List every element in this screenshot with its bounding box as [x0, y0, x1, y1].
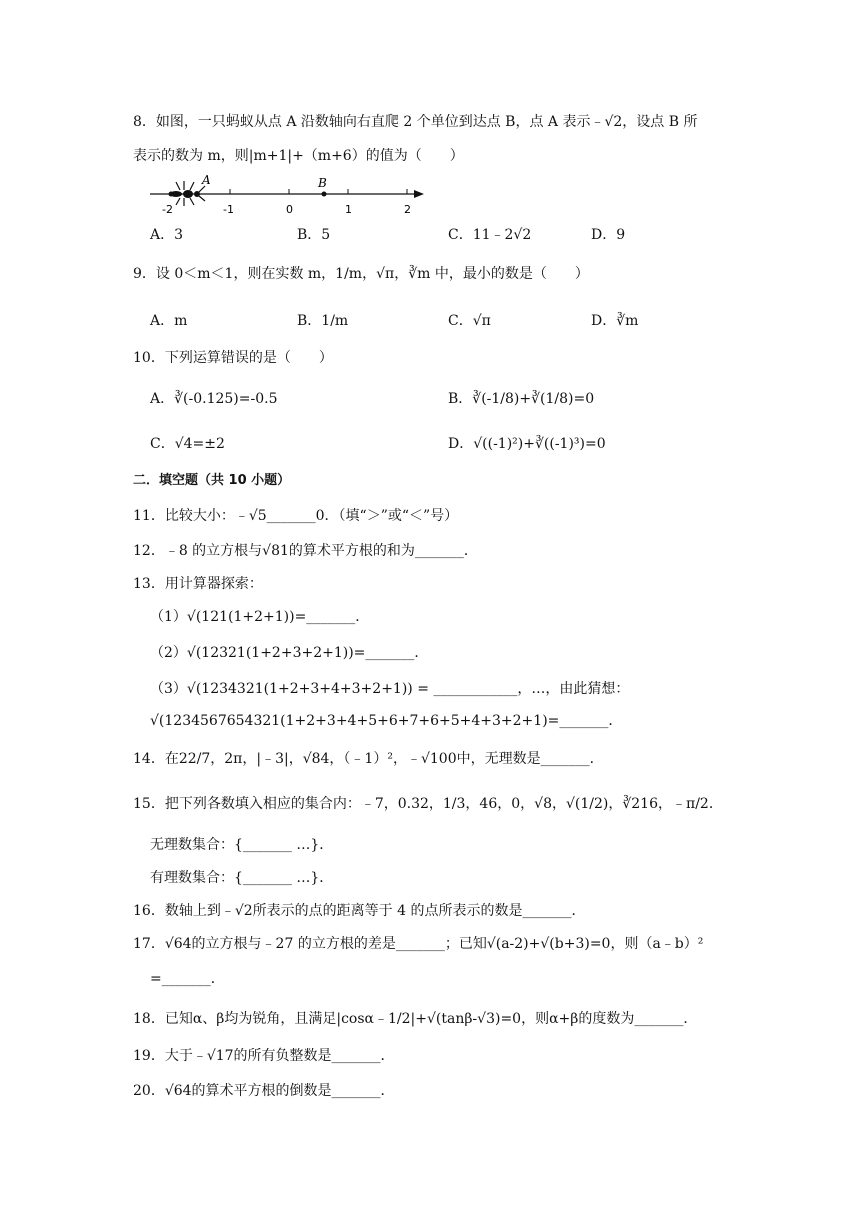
point-b-label: B — [318, 176, 327, 190]
q14-line: 14．在22/7，2π，|﹣3|，√84，（﹣1）²，﹣√100中，无理数是_______． — [133, 751, 604, 767]
q15-rational-set: 有理数集合：{_______ …}． — [150, 870, 334, 886]
q10-option-b: B．∛(-1/8)+∛(1/8)=0 — [448, 391, 595, 407]
q10-option-c: C．√4=±2 — [150, 436, 225, 452]
q8-line2: 表示的数为 m，则|m+1|+（m+6）的值为（ ） — [133, 148, 464, 164]
q12-line: 12．﹣8 的立方根与√81的算术平方根的和为_______． — [133, 543, 478, 559]
q9-option-a: A．m — [150, 313, 188, 329]
q15-line: 15．把下列各数填入相应的集合内：﹣7，0.32，1/3，46，0，√8，√(1/2)，∛216，﹣π/2． — [133, 796, 723, 812]
q16-line: 16．数轴上到﹣√2所表示的点的距离等于 4 的点所表示的数是_______． — [133, 903, 586, 919]
tick-label: -2 — [162, 203, 173, 216]
tick-label: -1 — [223, 203, 234, 216]
q13-line: 13．用计算器探索： — [133, 576, 263, 592]
q20-line: 20．√64的算术平方根的倒数是_______． — [133, 1083, 395, 1099]
number-line-arrow — [414, 190, 424, 198]
tick-label: 0 — [286, 203, 293, 216]
q10-option-a: A．∛(-0.125)=-0.5 — [150, 391, 278, 407]
tick-label: 1 — [345, 203, 352, 216]
q13-part1: （1）√(121(1+2+1))=_______． — [150, 609, 370, 625]
point-b-dot — [322, 192, 327, 197]
q13-part4: √(1234567654321(1+2+3+4+5+6+7+6+5+4+3+2+1)=_______． — [150, 713, 623, 729]
q13-part2: （2）√(12321(1+2+3+2+1))=_______． — [150, 645, 429, 661]
q10-option-d: D．√((-1)²)+∛((-1)³)=0 — [448, 436, 606, 452]
q8-option-c: C．11﹣2√2 — [448, 227, 532, 243]
q9-option-b: B．1/m — [297, 313, 349, 329]
q17-line1: 17．√64的立方根与﹣27 的立方根的差是_______；已知√(a-2)+√(b+3)=0，则（a﹣b）² — [133, 936, 704, 952]
q15-irrational-set: 无理数集合：{_______ …}． — [150, 837, 334, 853]
q9-line: 9．设 0＜m＜1，则在实数 m，1/m，√π，∛m 中，最小的数是（ ） — [133, 266, 589, 282]
q13-part3: （3）√(1234321(1+2+3+4+3+2+1)) = ____________，…，由此猜想： — [150, 681, 630, 697]
point-a-dot — [169, 192, 174, 197]
q8-option-a: A．3 — [150, 227, 184, 243]
q8-line1: 8．如图，一只蚂蚁从点 A 沿数轴向右直爬 2 个单位到达点 B，点 A 表示﹣√2，设点 B 所 — [133, 114, 698, 130]
q11-line: 11．比较大小：﹣√5_______0．（填“＞”或“＜”号） — [133, 508, 459, 524]
section-heading: 二．填空题（共 10 小题） — [133, 473, 291, 488]
tick-label: 2 — [404, 203, 411, 216]
q19-line: 19．大于﹣√17的所有负整数是_______． — [133, 1048, 395, 1064]
q17-line2: =_______． — [150, 971, 225, 987]
q9-option-d: D．∛m — [591, 313, 639, 329]
q8-option-d: D．9 — [591, 227, 626, 243]
point-a-label: A — [202, 173, 211, 187]
ant-icon — [170, 181, 205, 206]
q8-option-b: B．5 — [297, 227, 331, 243]
q10-line: 10．下列运算错误的是（ ） — [133, 350, 333, 366]
q18-line: 18．已知α、β均为锐角，且满足|cosα﹣1/2|+√(tanβ-√3)=0，则α+β的度数为_______． — [133, 1011, 698, 1027]
number-line-figure — [148, 172, 428, 218]
q9-option-c: C．√π — [448, 313, 491, 329]
